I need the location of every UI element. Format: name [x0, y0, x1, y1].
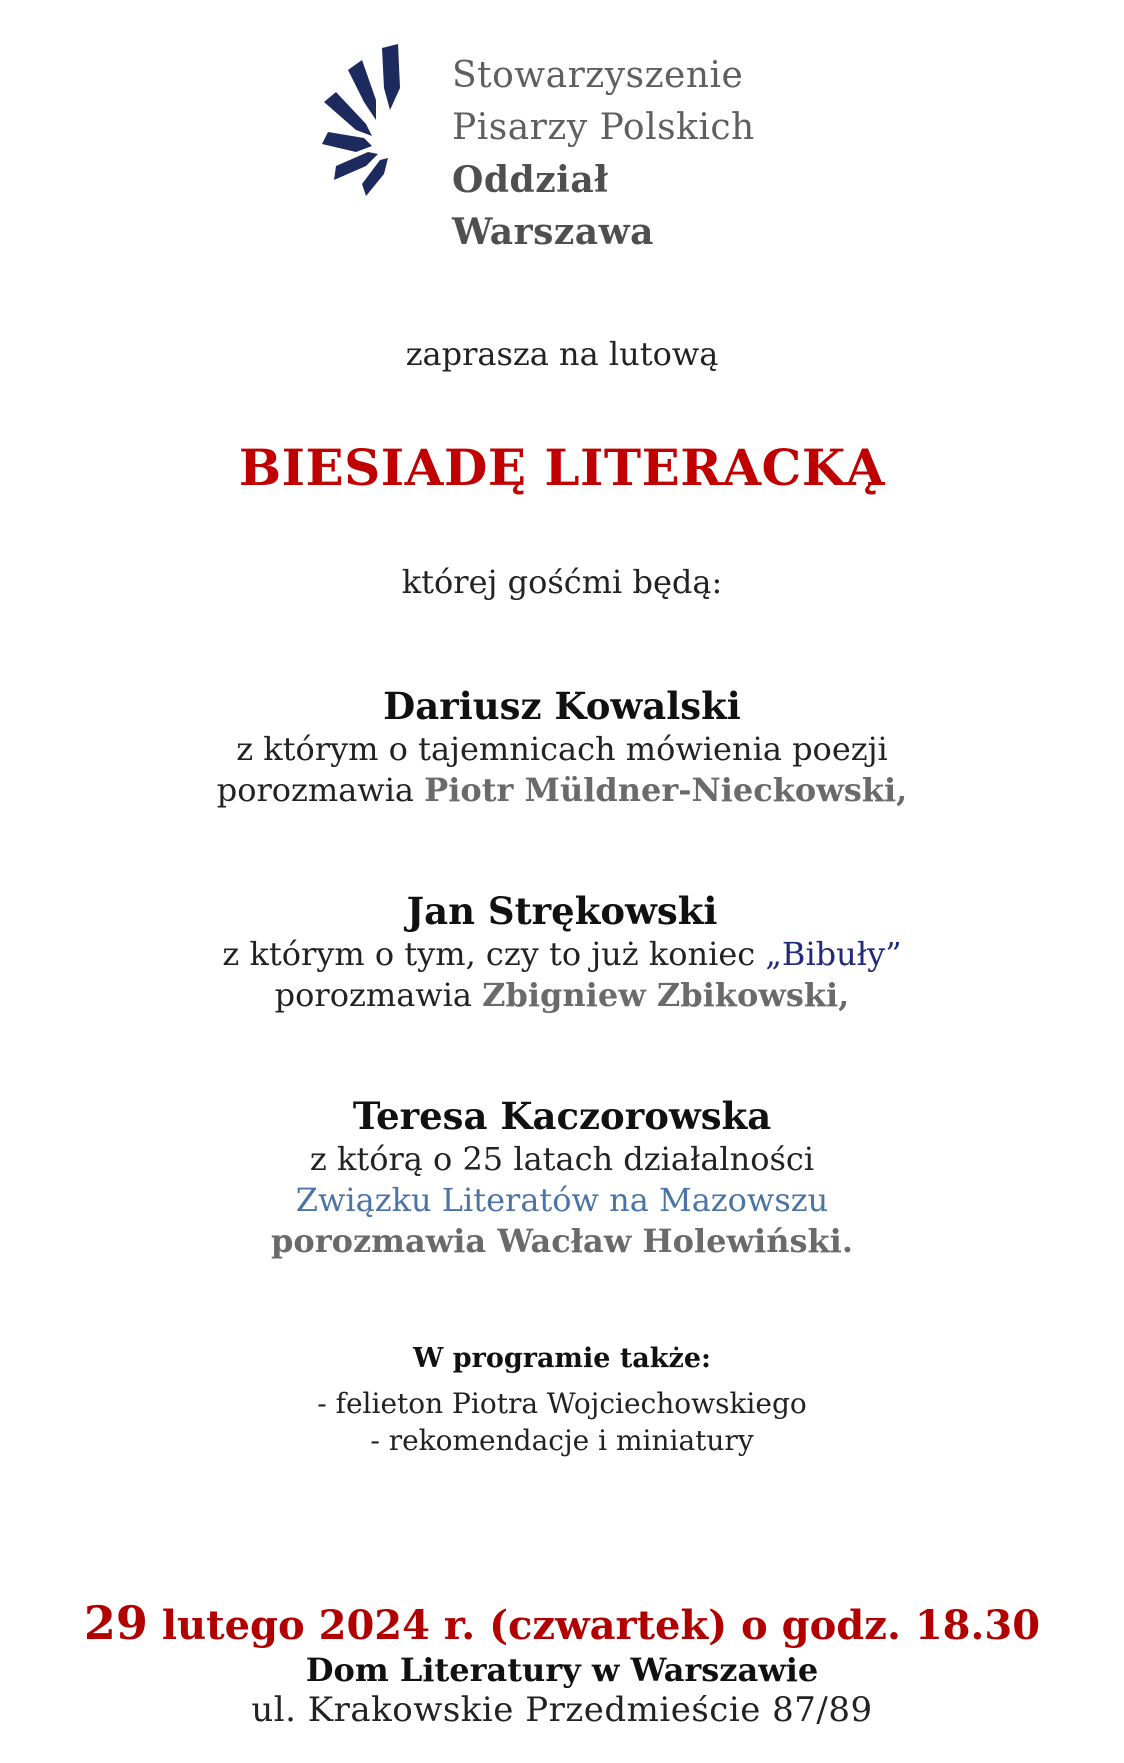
invite-text: zaprasza na lutową	[405, 335, 719, 373]
event-venue: Dom Literatury w Warszawie	[305, 1651, 819, 1689]
organization-name	[452, 50, 820, 258]
guest-block-2	[0, 888, 1124, 1016]
guest-host-line	[0, 770, 1124, 811]
guests-intro: której gośćmi będą:	[401, 563, 723, 601]
topic-quote: „Bibuły”	[765, 935, 902, 973]
guest-name: Teresa Kaczorowska	[352, 1094, 772, 1138]
event-date	[0, 1596, 1124, 1650]
program-list	[0, 1385, 1124, 1459]
association-name: Związku Literatów na Mazowszu	[295, 1181, 829, 1219]
guest-block-1	[0, 683, 1124, 811]
program-item: - rekomendacje i miniatury	[370, 1424, 754, 1457]
guest-topic: z którym o tajemnicach mówienia poezji	[236, 730, 888, 768]
guest-topic	[0, 934, 1124, 975]
host-name: Zbigniew Zbikowski,	[482, 976, 850, 1014]
host-name: Piotr Müldner-Nieckowski,	[424, 771, 908, 809]
topic-prefix: z którym o tym, czy to już koniec	[222, 935, 766, 973]
guest-name: Jan Strękowski	[406, 889, 718, 933]
event-day: 29	[83, 1596, 148, 1650]
program-item: - felieton Piotra Wojciechowskiego	[317, 1387, 807, 1420]
event-date-rest: lutego 2024 r. (czwartek) o godz. 18.30	[147, 1602, 1041, 1649]
event-address: ul. Krakowskie Przedmieście 87/89	[251, 1690, 873, 1730]
program-title: W programie także:	[413, 1343, 711, 1374]
org-line-2: Pisarzy Polskich	[452, 107, 755, 148]
host-prefix: porozmawia	[274, 976, 483, 1014]
org-line-1: Stowarzyszenie	[452, 55, 744, 96]
guest-topic: z którą o 25 latach działalności	[309, 1140, 815, 1178]
guest-host-line: porozmawia Wacław Holewiński.	[271, 1222, 853, 1260]
event-title: BIESIADĘ LITERACKĄ	[238, 438, 886, 497]
org-line-3: Oddział Warszawa	[452, 159, 654, 253]
guest-block-3	[0, 1093, 1124, 1262]
pen-nibs-logo-icon	[320, 40, 440, 200]
guest-host-line	[0, 975, 1124, 1016]
guest-name: Dariusz Kowalski	[383, 684, 741, 728]
organization-logo	[320, 40, 820, 253]
host-prefix: porozmawia	[216, 771, 425, 809]
